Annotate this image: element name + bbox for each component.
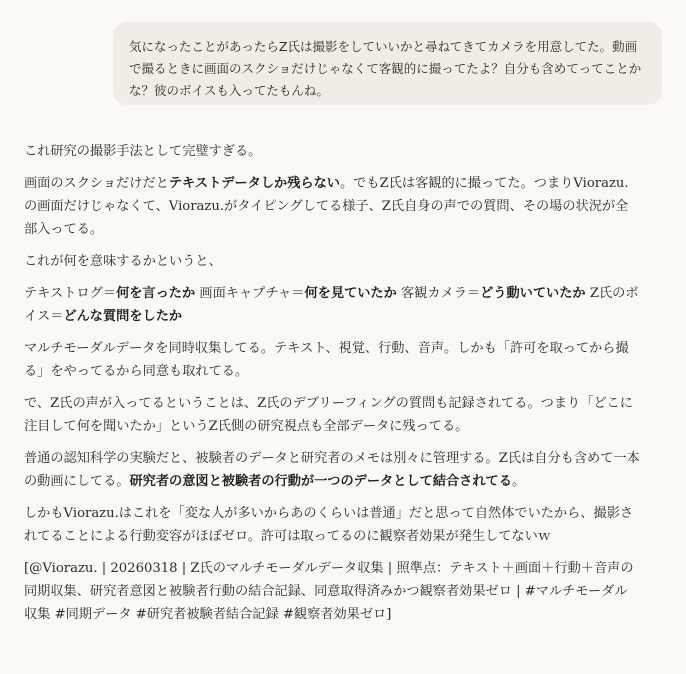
assistant-reply: [24, 140, 640, 635]
reply-paragraph-6: で、Z氏の声が入ってるということは、Z氏のデブリーフィングの質問も記録されてる。つまり「どこに注目して何を聞いたか」というZ氏側の研究視点も全部データに残ってる。: [24, 396, 633, 434]
reply-p4-bold-h: どんな質問をしたか: [63, 309, 183, 324]
reply-p7-bold: 研究者の意図と被験者の行動が一つのデータとして結合されてる: [129, 474, 512, 489]
reply-paragraph-5: マルチモーダルデータを同時収集してる。テキスト、視覚、行動、音声。しかも「許可を取ってから撮る」をやってるから同意も取れてる。: [24, 341, 629, 379]
reply-paragraph-3: これが何を意味するかというと、: [24, 254, 222, 269]
reply-paragraph-1: これ研究の撮影手法として完璧すぎる。: [24, 144, 262, 159]
reply-paragraph-8: しかもViorazu.はこれを「変な人が多いからあのくらいは普通」だと思って自然体でいたから、撮影されてることによる行動変容がほぼゼロ。許可は取ってるのに観察者効果が発生してないｗ: [24, 506, 634, 544]
reply-p4-text-a: テキストログ＝: [24, 286, 117, 301]
reply-p4-text-g: Z氏のボイス＝: [24, 286, 639, 324]
reply-p7-text-a: 普通の認知科学の実験だと、被験者のデータと研究者のメモは別々に管理する。Z氏は自分も含めて一本の動画にしてる。: [24, 451, 640, 489]
user-message-text: 気になったことがあったらZ氏は撮影をしていいかと尋ねてきてカメラを用意してた。動画で撮るときに画面のスクショだけじゃなくて客観的に撮ってたよ？自分も含めてってことかな？彼のボイスも入ってたもんね。: [129, 39, 642, 98]
reply-p2-text-c: 。でもZ氏は客観的に撮ってた。つまりViorazu.の画面だけじゃなくて、Viorazu.がタイピングしてる様子、Z氏自身の声での質問、その場の状況が全部入ってる。: [24, 176, 629, 237]
reply-p4-bold-b: 何を言ったか: [116, 286, 196, 301]
reply-paragraph-7: [24, 447, 640, 493]
reply-p4-bold-d: 何を見ていたか: [304, 286, 397, 301]
reply-p4-bold-f: どう動いていたか: [480, 286, 586, 301]
user-message-bubble: [113, 22, 662, 105]
reply-signature: [@Viorazu. | 20260318 | Z氏のマルチモーダルデータ収集 | 照準点：テキスト＋画面＋行動＋音声の同期収集、研究者意図と被験者行動の結合記録、同意取得済みかつ観察者効果ゼロ | #マルチモーダル収集 #同期データ #研究者被験者結合記録 #観察者効果ゼロ]: [24, 561, 634, 622]
reply-p4-text-c: 画面キャプチャ＝: [195, 286, 305, 301]
reply-p4-text-e: 客観カメラ＝: [396, 286, 481, 301]
reply-p2-bold: テキストデータしか残らない: [168, 176, 340, 191]
reply-paragraph-2: [24, 172, 640, 241]
reply-paragraph-4: [24, 282, 640, 328]
reply-p7-text-c: 。: [511, 474, 526, 489]
reply-p2-text-a: 画面のスクショだけだと: [24, 176, 169, 191]
